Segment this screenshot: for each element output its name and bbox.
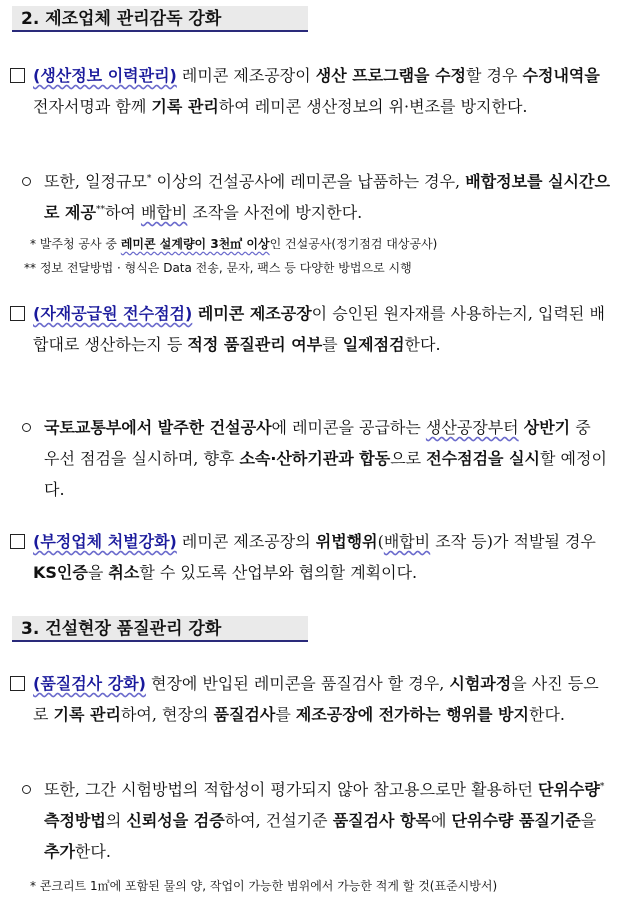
checkbox-icon — [10, 676, 25, 691]
circle-bullet-icon — [22, 423, 31, 432]
checkbox-icon — [10, 534, 25, 549]
checkbox-icon — [10, 68, 25, 83]
footnote: * 콘크리트 1㎥에 포함된 물의 양, 작업이 가능한 범위에서 가능한 적게 할 것(표준시방서) — [30, 879, 498, 893]
footnote: ** 정보 전달방법 · 형식은 Data 전송, 문자, 팩스 등 다양한 방법으로 시행 — [24, 261, 412, 275]
list-item: (품질검사 강화) 현장에 반입된 레미콘을 품질검사 할 경우, 시험과정을 사진 등으로 기록 관리하여, 현장의 품질검사를 제조공장에 전가하는 행위를 방지한다. — [10, 668, 610, 730]
bullet-item: 또한, 그간 시험방법의 적합성이 평가되지 않아 참고용으로만 활용하던 단위수량* 측정방법의 신뢰성을 검증하여, 건설기준 품질검사 항목에 단위수량 품질기준을 추가한다. — [20, 774, 610, 867]
bullet-item: 또한, 일정규모* 이상의 건설공사에 레미콘을 납품하는 경우, 배합정보를 실시간으로 제공**하여 배합비 조작을 사전에 방지한다. — [20, 166, 610, 228]
circle-bullet-icon — [22, 177, 31, 186]
item-tag: (생산정보 이력관리) — [33, 66, 177, 85]
bullet-item: 국토교통부에서 발주한 건설공사에 레미콘을 공급하는 생산공장부터 상반기 중 우선 점검을 실시하며, 향후 소속·산하기관과 합동으로 전수점검을 실시할 예정이다. — [20, 412, 610, 505]
list-item: (부정업체 처벌강화) 레미콘 제조공장의 위법행위(배합비 조작 등)가 적발될 경우 KS인증을 취소할 수 있도록 산업부와 협의할 계획이다. — [10, 526, 610, 588]
list-item: (생산정보 이력관리) 레미콘 제조공장이 생산 프로그램을 수정할 경우 수정내역을 전자서명과 함께 기록 관리하여 레미콘 생산정보의 위·변조를 방지한다. — [10, 60, 610, 122]
checkbox-icon — [10, 306, 25, 321]
list-item: (자재공급원 전수점검) 레미콘 제조공장이 승인된 원자재를 사용하는지, 입력된 배합대로 생산하는지 등 적정 품질관리 여부를 일제점검한다. — [10, 298, 610, 360]
circle-bullet-icon — [22, 785, 31, 794]
section-title-3: 3. 건설현장 품질관리 강화 — [12, 616, 308, 642]
section-title-2: 2. 제조업체 관리감독 강화 — [12, 6, 308, 32]
footnote: * 발주청 공사 중 레미콘 설계량이 3천㎥ 이상인 건설공사(정기점검 대상공사) — [30, 237, 438, 251]
